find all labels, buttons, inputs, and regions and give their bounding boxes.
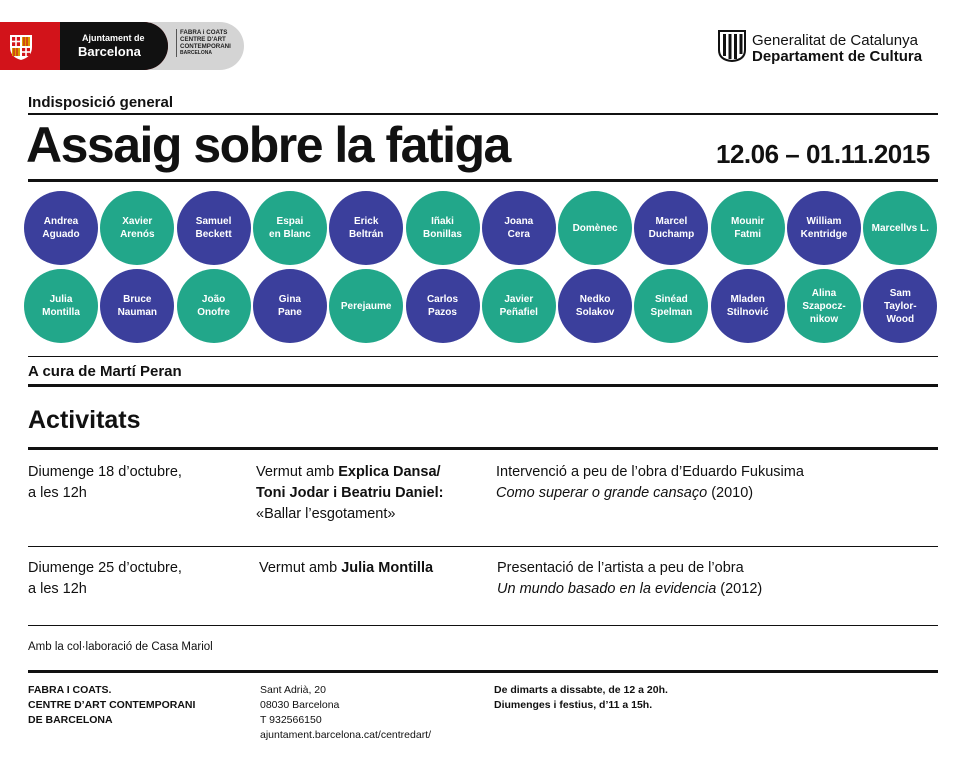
venue-line: DE BARCELONA bbox=[28, 714, 113, 726]
venue-line: CENTRE D’ART CONTEMPORANI bbox=[28, 699, 196, 711]
artist-circle bbox=[482, 269, 556, 343]
artist-name: Alina Szapocz- nikow bbox=[802, 287, 846, 325]
activity-vermut bbox=[256, 462, 443, 525]
collaboration-note: Amb la col·laboració de Casa Mariol bbox=[28, 641, 213, 653]
artist-name: Andrea Aguado bbox=[42, 216, 80, 240]
artist-name: Gina Pane bbox=[277, 294, 302, 318]
divider bbox=[28, 447, 938, 450]
artist-circle bbox=[558, 269, 632, 343]
phone: T 932566150 bbox=[260, 714, 322, 726]
artist-name: Iñaki Bonillas bbox=[423, 216, 462, 240]
artist-circle bbox=[711, 191, 785, 265]
divider bbox=[28, 113, 938, 115]
work-title: Un mundo basado en la evidencia bbox=[497, 581, 717, 597]
venue-line: FABRA I COATS. bbox=[28, 684, 112, 696]
hours-line: Diumenges i festius, d’11 a 15h. bbox=[494, 699, 653, 711]
artist-name: Bruce Nauman bbox=[117, 294, 158, 318]
artist-circle bbox=[406, 191, 480, 265]
artist-circle bbox=[787, 191, 861, 265]
barcelona-shield-icon bbox=[6, 31, 36, 61]
work-title: Como superar o grande cansaço bbox=[496, 485, 708, 501]
ajuntament-line2: Barcelona bbox=[78, 44, 141, 59]
website-link[interactable]: ajuntament.barcelona.cat/centredart/ bbox=[260, 729, 432, 741]
artist-name: Mounir Fatmi bbox=[731, 216, 765, 240]
vermut-guest: Julia Montilla bbox=[341, 560, 434, 576]
artist-circle bbox=[100, 191, 174, 265]
artist-circle bbox=[863, 191, 937, 265]
artist-circle bbox=[24, 269, 98, 343]
footer-hours bbox=[494, 683, 668, 713]
divider bbox=[28, 356, 938, 357]
artist-name: Sinéad Spelman bbox=[650, 294, 693, 318]
artist-circle bbox=[482, 191, 556, 265]
artist-circle bbox=[177, 191, 251, 265]
artist-name: Domènec bbox=[572, 222, 618, 234]
artist-name: Carlos Pazos bbox=[426, 294, 459, 318]
divider bbox=[28, 625, 938, 626]
curator: A cura de Martí Peran bbox=[28, 363, 182, 380]
address-line: 08030 Barcelona bbox=[260, 699, 340, 711]
divider bbox=[28, 179, 938, 182]
artist-name: Julia Montilla bbox=[42, 294, 80, 318]
artist-name: Mladen Stilnović bbox=[726, 294, 769, 318]
artist-name: Nedko Solakov bbox=[575, 294, 615, 318]
artist-name: Erick Beltrán bbox=[348, 216, 384, 240]
exhibition-title: Assaig sobre la fatiga bbox=[26, 117, 510, 173]
artist-circle bbox=[558, 191, 632, 265]
artist-name: Sam Taylor- Wood bbox=[883, 287, 917, 325]
artist-circle bbox=[787, 269, 861, 343]
work-year: (2012) bbox=[716, 581, 763, 597]
artist-circle bbox=[863, 269, 937, 343]
address-line: Sant Adrià, 20 bbox=[260, 684, 326, 696]
artist-circle bbox=[100, 269, 174, 343]
artist-circle bbox=[24, 191, 98, 265]
divider bbox=[28, 546, 938, 547]
vermut-subtitle: «Ballar l’esgotament» bbox=[256, 506, 396, 522]
artist-circle bbox=[634, 191, 708, 265]
artist-name: Espai en Blanc bbox=[269, 216, 311, 240]
artist-name: João Onofre bbox=[197, 294, 230, 318]
generalitat-name: Generalitat de Catalunya bbox=[752, 32, 918, 49]
activities-heading: Activitats bbox=[28, 406, 141, 434]
fabra-line: FABRA i COATS bbox=[180, 29, 228, 36]
department-name: Departament de Cultura bbox=[752, 48, 923, 65]
activity-description bbox=[497, 558, 762, 600]
artist-name: Marcel Duchamp bbox=[648, 216, 695, 240]
artist-circle bbox=[711, 269, 785, 343]
footer-address bbox=[260, 683, 431, 743]
vermut-prefix: Vermut amb bbox=[256, 464, 339, 480]
fabra-line: CONTEMPORANI bbox=[180, 43, 231, 50]
artist-circle bbox=[177, 269, 251, 343]
vermut-prefix: Vermut amb bbox=[259, 560, 342, 576]
activity-description bbox=[496, 462, 804, 504]
artist-name: Javier Peñafiel bbox=[499, 294, 538, 318]
artist-name: Marcellvs L. bbox=[871, 222, 929, 234]
hours-line: De dimarts a dissabte, de 12 a 20h. bbox=[494, 684, 668, 696]
activity-vermut bbox=[259, 558, 433, 579]
divider bbox=[28, 670, 938, 673]
artist-circle bbox=[329, 191, 403, 265]
fabra-line: BARCELONA bbox=[180, 50, 212, 56]
artist-circle bbox=[329, 269, 403, 343]
artist-name: Perejaume bbox=[340, 300, 392, 312]
artist-circle bbox=[406, 269, 480, 343]
artist-circle bbox=[253, 269, 327, 343]
artists-grid bbox=[24, 191, 940, 345]
activity-desc-line: Presentació de l’artista a peu de l’obra bbox=[497, 560, 744, 576]
exhibition-dates: 12.06 – 01.11.2015 bbox=[716, 139, 930, 169]
fabra-line: CENTRE D'ART bbox=[180, 36, 226, 43]
artist-circle bbox=[253, 191, 327, 265]
divider bbox=[28, 384, 938, 387]
artist-circle bbox=[634, 269, 708, 343]
footer-venue bbox=[28, 683, 195, 728]
artist-name: Samuel Beckett bbox=[195, 216, 232, 240]
vermut-guest: Explica Dansa/ Toni Jodar i Beatriu Daniel: bbox=[256, 464, 444, 501]
ajuntament-logo bbox=[0, 22, 245, 70]
artist-name: Joana Cera bbox=[504, 216, 534, 240]
activity-date: Diumenge 18 d’octubre, a les 12h bbox=[28, 464, 182, 501]
artist-name: William Kentridge bbox=[800, 216, 848, 240]
activity-date: Diumenge 25 d’octubre, a les 12h bbox=[28, 560, 182, 597]
work-year: (2010) bbox=[707, 485, 754, 501]
activity-desc-line: Intervenció a peu de l’obra d’Eduardo Fukusima bbox=[496, 464, 804, 480]
artist-name: Xavier Arenós bbox=[120, 216, 155, 240]
ajuntament-line1: Ajuntament de bbox=[82, 33, 145, 43]
senyera-emblem-icon bbox=[718, 30, 746, 62]
exhibition-subtitle: Indisposició general bbox=[28, 94, 174, 111]
fabra-coats-logo bbox=[176, 29, 244, 57]
